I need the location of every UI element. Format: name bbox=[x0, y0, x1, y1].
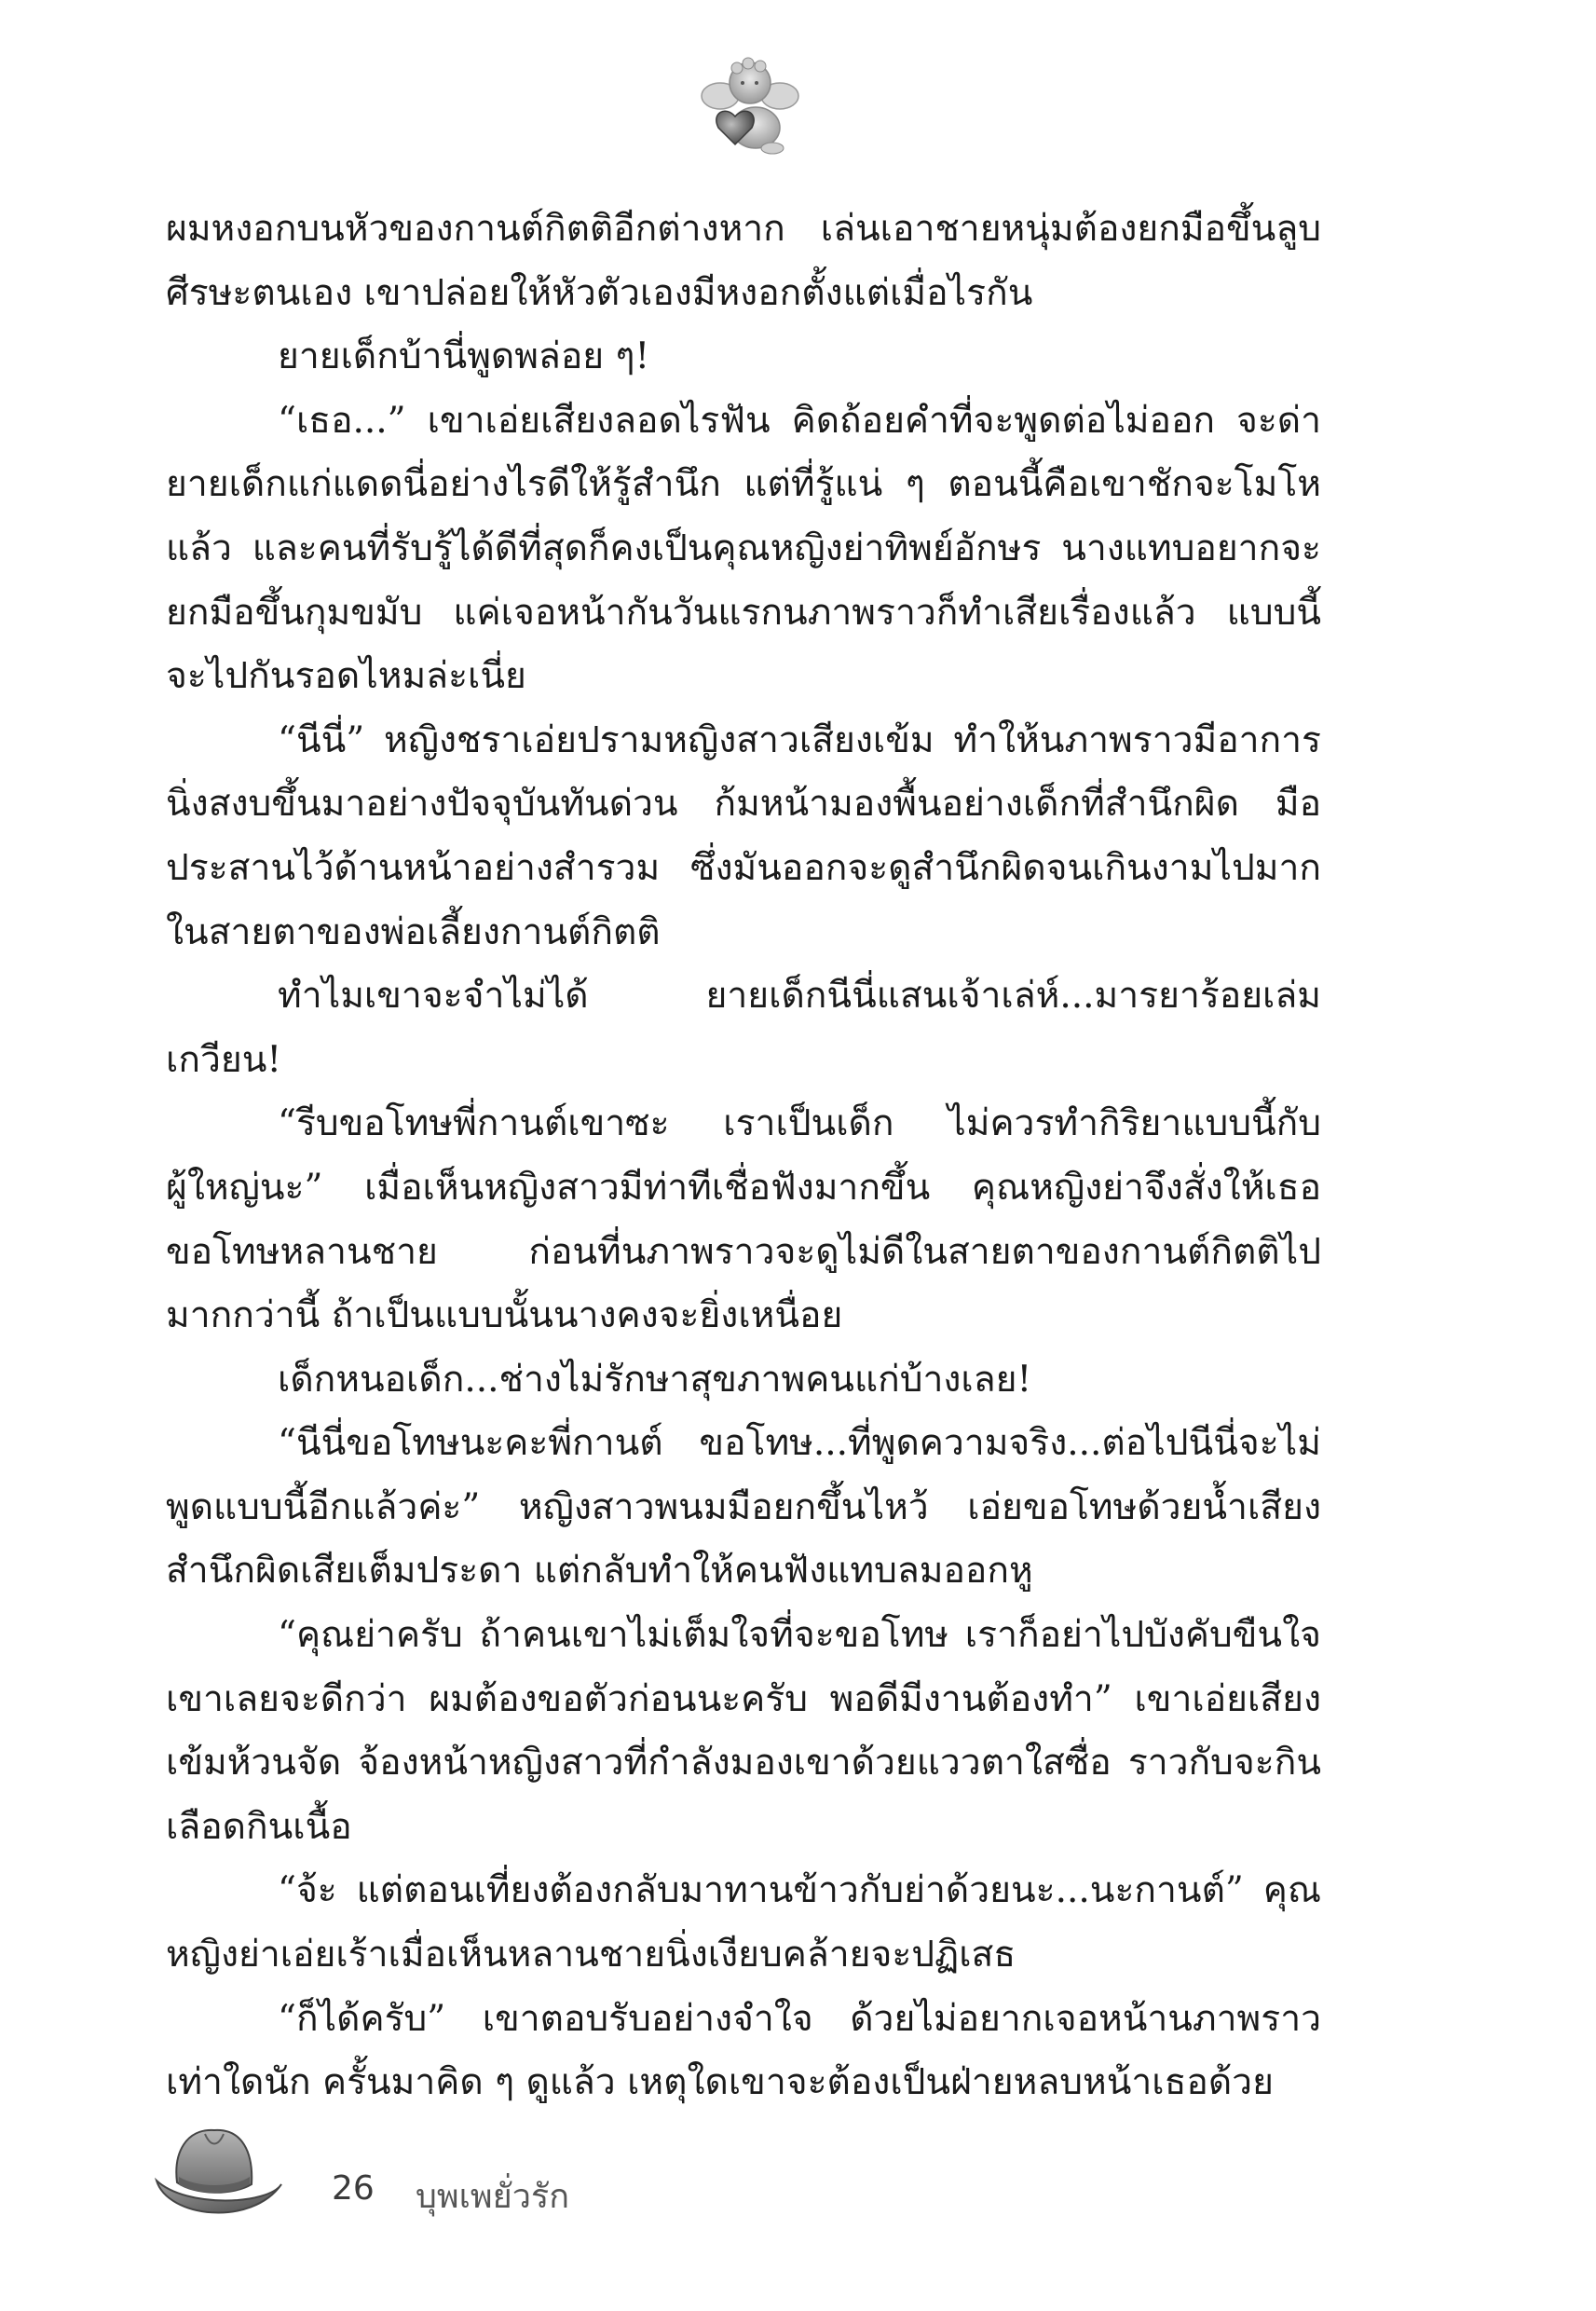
paragraph-11: “ก็ได้ครับ” เขาตอบรับอย่างจำใจ ด้วยไม่อยากเจอหน้านภาพราวเท่าใดนัก ครั้นมาคิด ๆ ดูแล้ว เหตุใดเขาจะต้องเป็นฝ่ายหลบหน้าเธอด้วย bbox=[166, 1997, 1321, 2104]
paragraph-3: “เธอ...” เขาเอ่ยเสียงลอดไรฟัน คิดถ้อยคำที่จะพูดต่อไม่ออก จะด่ายายเด็กแก่แดดนี่อย่างไรดีให้รู้สำนึก แต่ที่รู้แน่ ๆ ตอนนี้คือเขาชักจะโมโหแล้ว และคนที่รับรู้ได้ดีที่สุดก็คงเป็นคุณหญิงย่าทิพย์อักษร นางแทบอยากจะยกมือขึ้นกุมขมับ แค่เจอหน้ากันวันแรกนภาพราวก็ทำเสียเรื่องแล้ว แบบนี้จะไปกันรอดไหมล่ะเนี่ย bbox=[166, 399, 1321, 698]
book-title: บุพเพยั่วรัก bbox=[416, 2178, 570, 2216]
paragraph-4: “นีนี่” หญิงชราเอ่ยปรามหญิงสาวเสียงเข้ม ทำให้นภาพราวมีอาการนิ่งสงบขึ้นมาอย่างปัจจุบันทันด่วน ก้มหน้ามองพื้นอย่างเด็กที่สำนึกผิด มือประสานไว้ด้านหน้าอย่างสำรวม ซึ่งมันออกจะดูสำนึกผิดจนเกินงามไปมากในสายตาของพ่อเลี้ยงกานต์กิตติ bbox=[166, 718, 1321, 953]
cowboy-hat-icon bbox=[149, 2115, 289, 2236]
paragraph-5: ทำไมเขาจะจำไม่ได้ ยายเด็กนีนี่แสนเจ้าเล่ห์...มารยาร้อยเล่มเกวียน! bbox=[166, 975, 1321, 1081]
page-footer bbox=[149, 2115, 801, 2255]
paragraph-8: “นีนี่ขอโทษนะคะพี่กานต์ ขอโทษ...ที่พูดความจริง...ต่อไปนีนี่จะไม่พูดแบบนี้อีกแล้วค่ะ” หญิงสาวพนมมือยกขึ้นไหว้ เอ่ยขอโทษด้วยน้ำเสียงสำนึกผิดเสียเต็มประดา แต่กลับทำให้คนฟังแทบลมออกหู bbox=[166, 1422, 1321, 1593]
paragraph-7: เด็กหนอเด็ก...ช่างไม่รักษาสุขภาพคนแก่บ้างเลย! bbox=[278, 1358, 1032, 1401]
cupid-angel-with-heart-icon bbox=[694, 51, 806, 163]
paragraph-10: “จ้ะ แต่ตอนเที่ยงต้องกลับมาทานข้าวกับย่าด้วยนะ...นะกานต์” คุณหญิงย่าเอ่ยเร้าเมื่อเห็นหลานชายนิ่งเงียบคล้ายจะปฏิเสธ bbox=[166, 1869, 1321, 1976]
paragraph-9: “คุณย่าครับ ถ้าคนเขาไม่เต็มใจที่จะขอโทษ เราก็อย่าไปบังคับขืนใจเขาเลยจะดีกว่า ผมต้องขอตัวก่อนนะครับ พอดีมีงานต้องทำ” เขาเอ่ยเสียงเข้มห้วนจัด จ้องหน้าหญิงสาวที่กำลังมองเขาด้วยแววตาใสซื่อ ราวกับจะกินเลือดกินเนื้อ bbox=[166, 1614, 1321, 1848]
paragraph-1: ผมหงอกบนหัวของกานต์กิตติอีกต่างหาก เล่นเอาชายหนุ่มต้องยกมือขึ้นลูบศีรษะตนเอง เขาปล่อยให้หัวตัวเองมีหงอกตั้งแต่เมื่อไรกัน bbox=[166, 208, 1321, 314]
paragraph-2: ยายเด็กบ้านี่พูดพล่อย ๆ! bbox=[278, 335, 650, 378]
paragraph-6: “รีบขอโทษพี่กานต์เขาซะ เราเป็นเด็ก ไม่ควรทำกิริยาแบบนี้กับผู้ใหญ่นะ” เมื่อเห็นหญิงสาวมีท่าทีเชื่อฟังมากขึ้น คุณหญิงย่าจึงสั่งให้เธอขอโทษหลานชาย ก่อนที่นภาพราวจะดูไม่ดีในสายตาของกานต์กิตติไปมากกว่านี้ ถ้าเป็นแบบนั้นนางคงจะยิ่งเหนื่อย bbox=[166, 1102, 1321, 1337]
page-body-text bbox=[166, 198, 1321, 2115]
page-number: 26 bbox=[332, 2169, 375, 2208]
